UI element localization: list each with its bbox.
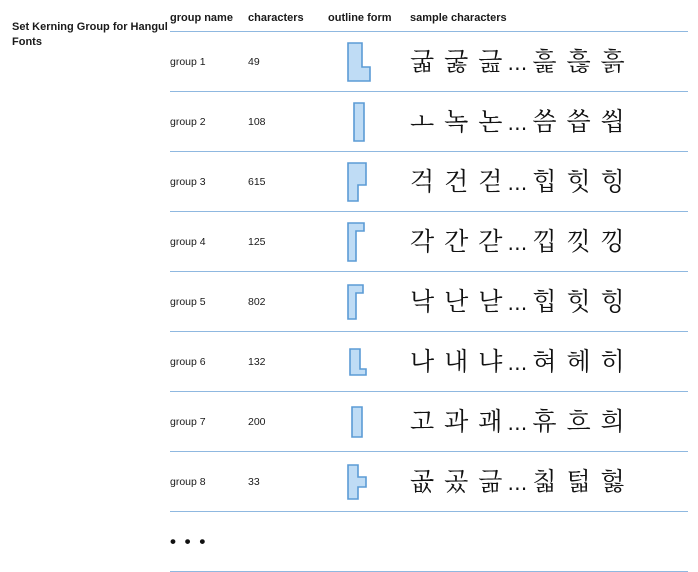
cell-group-name: group 3: [170, 152, 248, 212]
cell-outline-form: [328, 452, 410, 512]
column-header-outline-form: outline form: [328, 12, 410, 32]
sample-left: 각 간 갇: [410, 227, 504, 256]
cell-group-name: group 1: [170, 32, 248, 92]
table-row-more: [170, 512, 688, 572]
cell-group-name: group 2: [170, 92, 248, 152]
jamo-block-corner-foot-icon: [346, 341, 372, 383]
cell-characters-count: 108: [248, 92, 328, 152]
sample-left: 곲 곴 긂: [410, 467, 504, 496]
jamo-block-stepped-icon: [346, 461, 372, 503]
content-layout: [12, 12, 688, 572]
cell-sample-characters: [410, 92, 688, 152]
cell-sample-characters: [410, 212, 688, 272]
cell-sample-characters: [410, 392, 688, 452]
outline-shape-icon: [328, 332, 410, 391]
cell-outline-form: [328, 392, 410, 452]
cell-characters-count: 33: [248, 452, 328, 512]
cell-sample-characters: [410, 332, 688, 392]
column-header-characters: characters: [248, 12, 328, 32]
column-header-sample-characters: sample characters: [410, 12, 688, 32]
sample-ellipsis: …: [507, 51, 529, 75]
outline-shape-icon: [328, 272, 410, 331]
table-header-row: [170, 12, 688, 32]
cell-characters-count: 132: [248, 332, 328, 392]
table-row: [170, 92, 688, 152]
cell-outline-form: [328, 212, 410, 272]
cell-characters-count: 802: [248, 272, 328, 332]
page-title: Set Kerning Group for Hangul Fonts: [12, 21, 168, 48]
cell-characters-count: 125: [248, 212, 328, 272]
sample-right: 칣 턻 헗: [532, 467, 626, 496]
sample-right: 휴 흐 희: [532, 407, 626, 436]
cell-sample-characters: [410, 452, 688, 512]
outline-shape-icon: [328, 212, 410, 271]
cell-characters-count: 615: [248, 152, 328, 212]
sample-right: 낍 낏 낑: [532, 227, 626, 256]
cell-outline-form: [328, 152, 410, 212]
cell-group-name: group 4: [170, 212, 248, 272]
table-row: [170, 332, 688, 392]
cell-characters-count: 200: [248, 392, 328, 452]
cell-group-name: group 7: [170, 392, 248, 452]
sample-left: 굷 굻 긆: [410, 47, 504, 76]
table-body: [170, 32, 688, 572]
sample-right: 혀 헤 히: [532, 347, 626, 376]
table-row: [170, 272, 688, 332]
sample-left: 걱 건 걷: [410, 167, 504, 196]
sample-ellipsis: …: [507, 411, 529, 435]
sample-ellipsis: …: [507, 471, 529, 495]
sample-ellipsis: …: [507, 171, 529, 195]
cell-sample-characters: [410, 32, 688, 92]
cell-group-name: group 6: [170, 332, 248, 392]
sample-ellipsis: …: [507, 291, 529, 315]
sample-left: 고 과 괘: [410, 407, 504, 436]
sample-left: 낙 난 낟: [410, 287, 504, 316]
sample-ellipsis: …: [507, 351, 529, 375]
more-spacer-sample: [410, 512, 688, 572]
table-row: [170, 392, 688, 452]
more-spacer-outline: [328, 512, 410, 572]
cell-sample-characters: [410, 152, 688, 212]
sample-ellipsis: …: [507, 111, 529, 135]
cell-group-name: group 8: [170, 452, 248, 512]
cell-outline-form: [328, 332, 410, 392]
table-row: [170, 212, 688, 272]
outline-shape-icon: [328, 32, 410, 91]
jamo-block-notched-right-icon: [346, 221, 372, 263]
table-row: [170, 452, 688, 512]
jamo-block-vertical-bar-icon: [346, 401, 372, 443]
jamo-block-left-tall-bottom-wide-icon: [346, 41, 372, 83]
table-row: [170, 152, 688, 212]
outline-shape-icon: [328, 152, 410, 211]
jamo-block-narrow-tall-icon: [346, 101, 372, 143]
cell-characters-count: 49: [248, 32, 328, 92]
sample-right: 흝 흖 흙: [532, 47, 626, 76]
table-header: [170, 12, 688, 32]
more-indicator: • • •: [170, 512, 248, 572]
outline-shape-icon: [328, 452, 410, 511]
cell-outline-form: [328, 272, 410, 332]
table-row: [170, 32, 688, 92]
sample-left: 나 내 냐: [410, 347, 504, 376]
more-spacer-characters: [248, 512, 328, 572]
jamo-block-left-square-bottom-stem-icon: [346, 161, 372, 203]
kerning-group-table-wrap: [170, 12, 688, 572]
outline-shape-icon: [328, 92, 410, 151]
outline-shape-icon: [328, 392, 410, 451]
sample-right: 씀 씁 씝: [532, 107, 626, 136]
sample-ellipsis: …: [507, 231, 529, 255]
cell-group-name: group 5: [170, 272, 248, 332]
sample-right: 힙 힛 힝: [532, 287, 626, 316]
cell-outline-form: [328, 92, 410, 152]
kerning-group-table: [170, 12, 688, 572]
sample-left: ㅗ 녹 논: [410, 107, 504, 136]
column-header-group-name: group name: [170, 12, 248, 32]
cell-outline-form: [328, 32, 410, 92]
sample-right: 힙 힛 힝: [532, 167, 626, 196]
jamo-block-notched-small-icon: [346, 281, 372, 323]
cell-sample-characters: [410, 272, 688, 332]
